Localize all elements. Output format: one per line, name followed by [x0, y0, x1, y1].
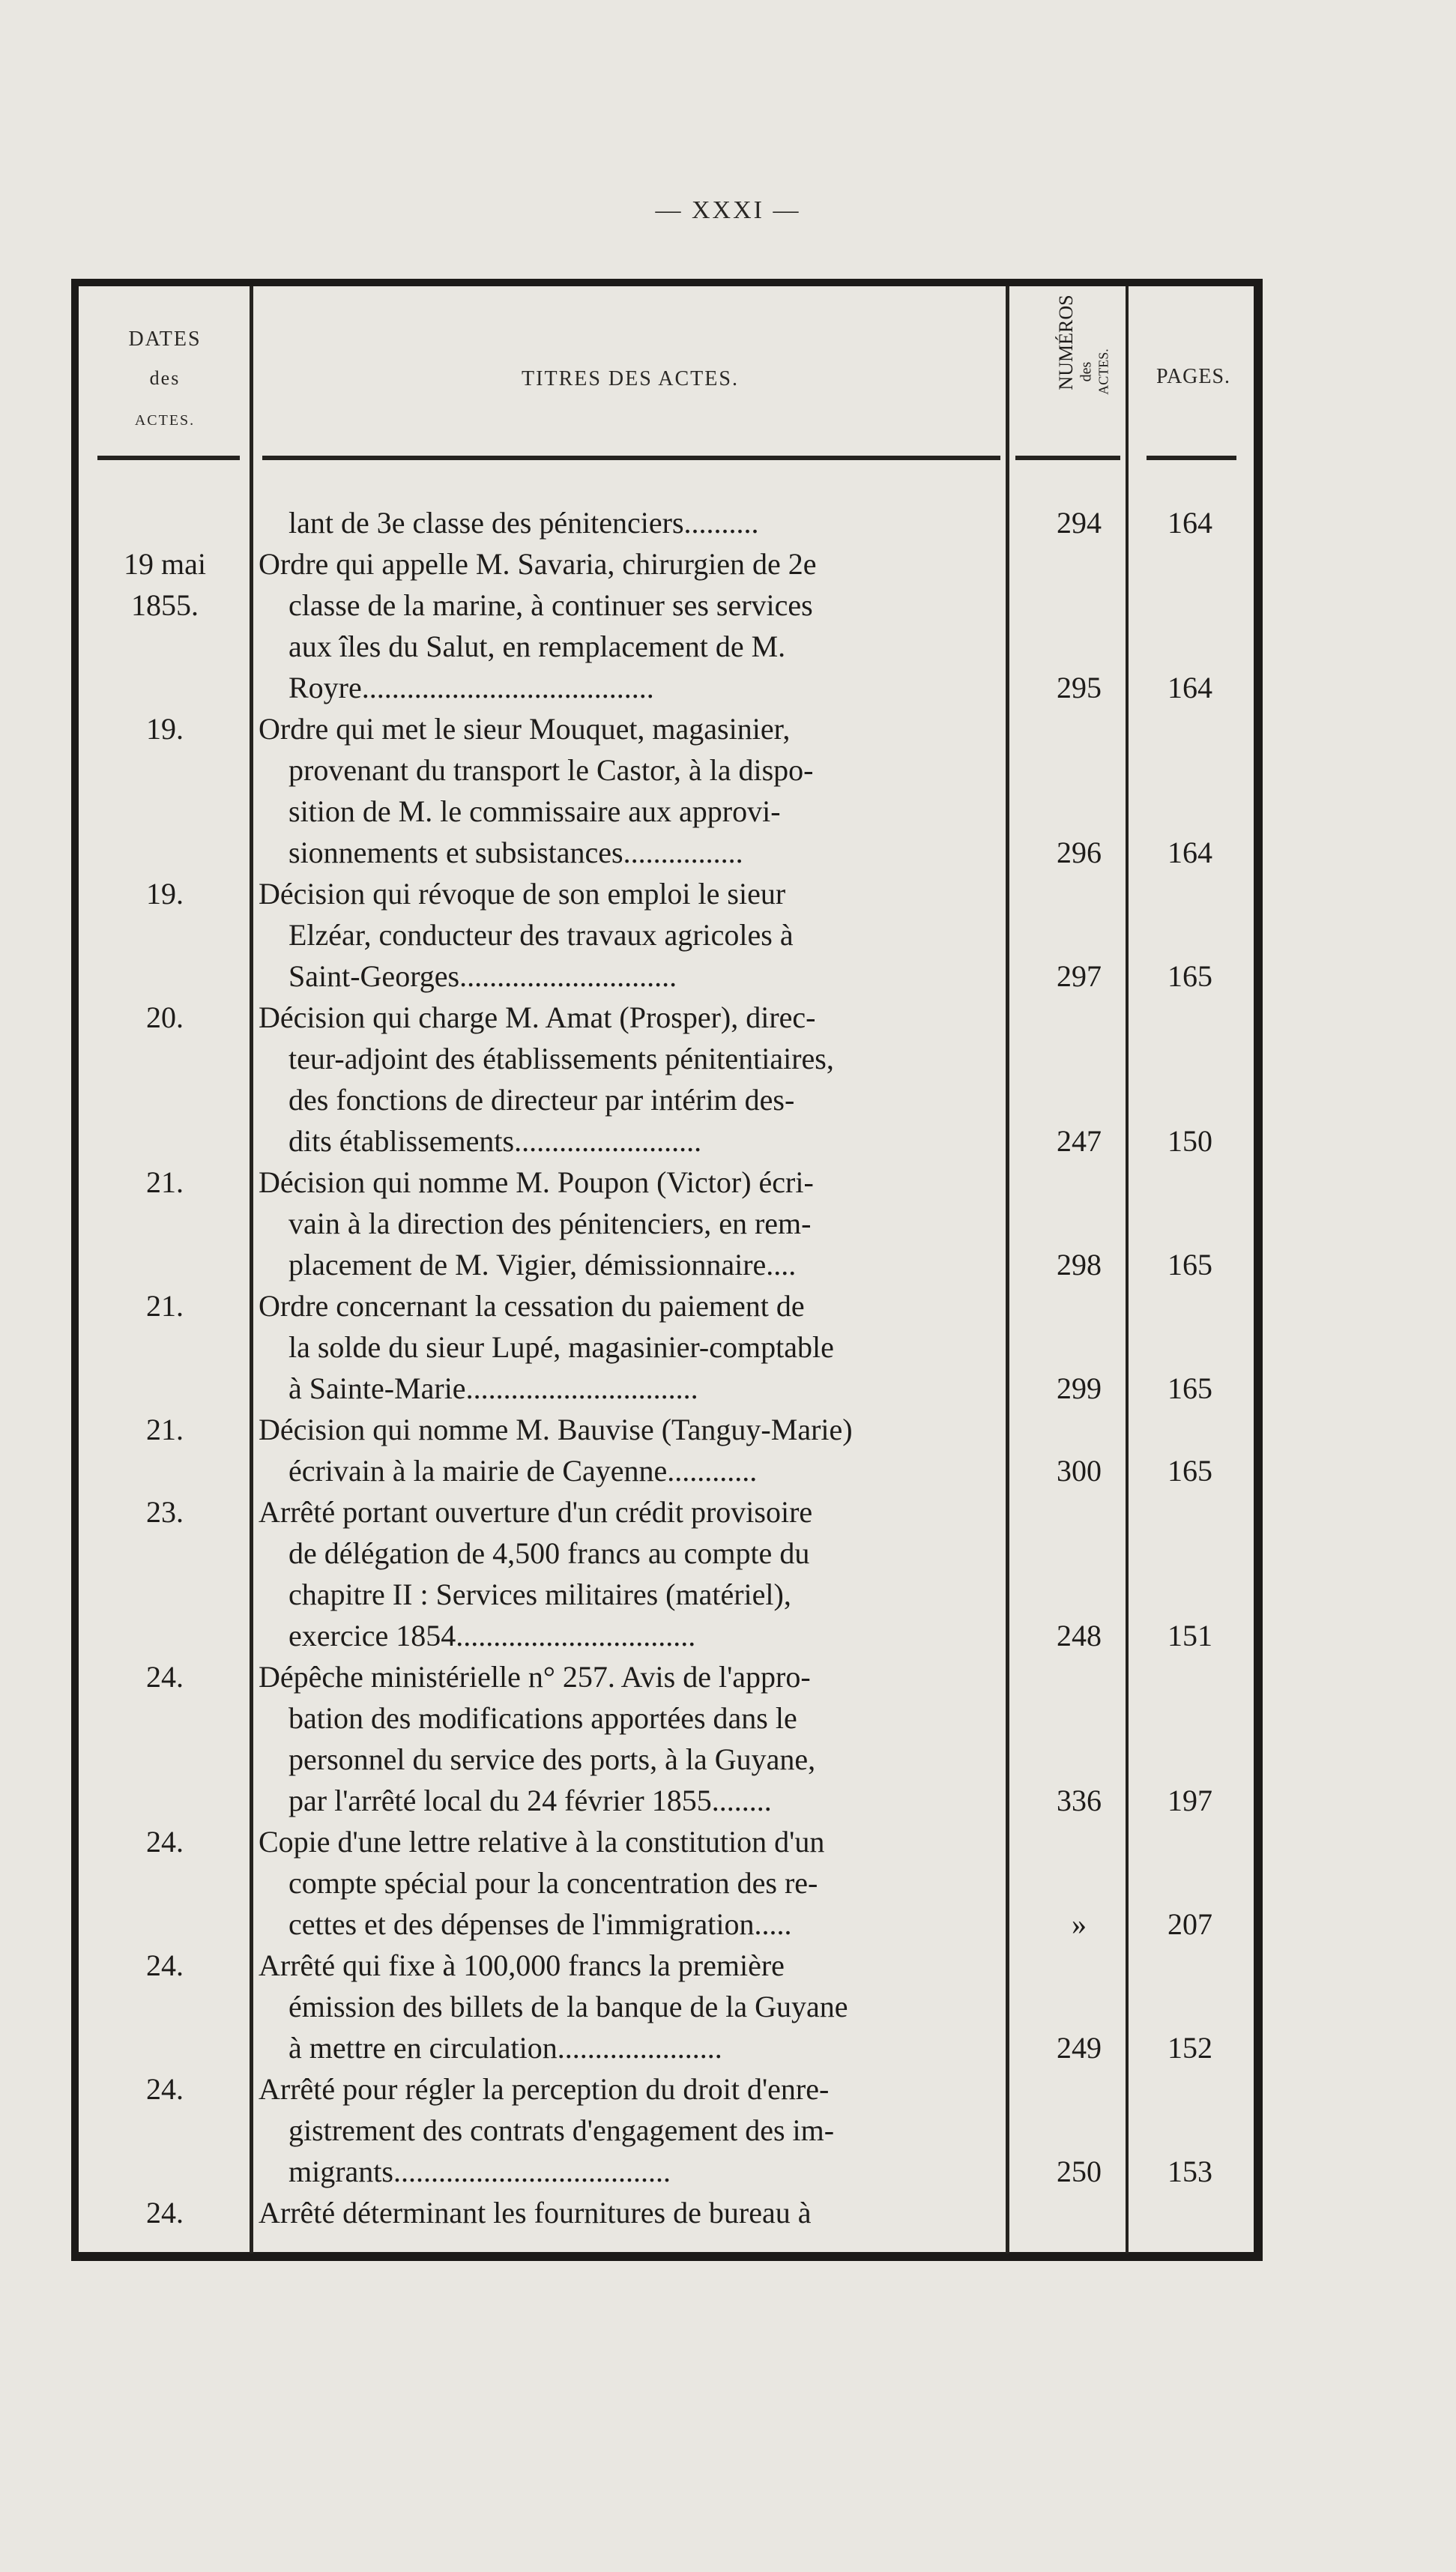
act-number: 297	[1057, 959, 1102, 993]
act-number: 250	[1057, 2155, 1102, 2188]
act-title-line: classe de la marine, à continuer ses services	[289, 588, 813, 622]
act-number: 295	[1057, 671, 1102, 704]
act-title-line: cettes et des dépenses de l'immigration.....	[289, 1907, 792, 1941]
act-date: 20.	[146, 1000, 184, 1034]
act-date: 19 mai 1855.	[124, 547, 206, 622]
act-date: 24.	[146, 1660, 184, 1694]
act-title-line: chapitre II : Services militaires (matériel),	[289, 1578, 791, 1611]
column-divider	[250, 286, 253, 2253]
act-title-line: vain à la direction des pénitenciers, en rem-	[289, 1207, 812, 1240]
page-ref: 165	[1167, 1454, 1212, 1488]
page-ref: 165	[1167, 1371, 1212, 1405]
act-title-line: Arrêté qui fixe à 100,000 francs la première	[259, 1948, 785, 1982]
act-title	[259, 873, 1002, 997]
act-title-line: aux îles du Salut, en remplacement de M.	[289, 630, 786, 663]
act-title-line: Elzéar, conducteur des travaux agricoles à	[289, 918, 794, 952]
act-title-line: placement de M. Vigier, démissionnaire....	[289, 1248, 797, 1282]
act-number: 249	[1057, 2031, 1102, 2065]
act-title-line: Arrêté déterminant les fournitures de bureau à	[259, 2196, 812, 2230]
act-title	[259, 1821, 1002, 1945]
act-title-line: bation des modifications apportées dans le	[289, 1701, 797, 1735]
act-title-line: la solde du sieur Lupé, magasinier-comptable	[289, 1330, 834, 1364]
act-title-line: des fonctions de directeur par intérim des-	[289, 1083, 795, 1117]
page-ref: 164	[1167, 671, 1212, 704]
act-title-line: Ordre qui met le sieur Mouquet, magasinier,	[259, 712, 791, 746]
act-title-line: Arrêté portant ouverture d'un crédit provisoire	[259, 1495, 813, 1529]
act-title-line: Ordre qui appelle M. Savaria, chirurgien de 2e	[259, 547, 817, 581]
act-title-line: Saint-Georges.............................	[289, 959, 677, 993]
act-date: 21.	[146, 1413, 184, 1446]
act-title-line: Dépêche ministérielle n° 257. Avis de l'appro-	[259, 1660, 811, 1694]
act-title-line: personnel du service des ports, à la Guyane,	[289, 1742, 816, 1776]
act-title-line: Arrêté pour régler la perception du droit d'enre-	[259, 2072, 830, 2106]
act-title	[259, 1162, 1002, 1285]
act-title-line: Ordre concernant la cessation du paiement de	[259, 1289, 805, 1323]
act-title-line: compte spécial pour la concentration des re-	[289, 1866, 818, 1900]
act-date: 24.	[146, 2196, 184, 2230]
act-date: 21.	[146, 1165, 184, 1199]
act-title-line: Royre.......................................	[289, 671, 654, 704]
act-title-line: lant de 3e classe des pénitenciers..........	[289, 506, 759, 540]
page-ref: 165	[1167, 1248, 1212, 1282]
act-number: 247	[1057, 1124, 1102, 1158]
header-dates-des: des	[149, 367, 181, 389]
act-title-line: migrants.....................................	[289, 2155, 671, 2188]
act-title	[259, 1491, 1002, 1656]
act-title-line: teur-adjoint des établissements pénitentiaires,	[289, 1042, 834, 1075]
act-title	[259, 2068, 1002, 2192]
header-rule	[1147, 456, 1236, 460]
act-date: 21.	[146, 1289, 184, 1323]
act-title-line: Décision qui nomme M. Bauvise (Tanguy-Marie)	[259, 1413, 853, 1446]
act-title	[259, 997, 1002, 1162]
act-number: »	[1072, 1907, 1087, 1941]
act-number: 299	[1057, 1371, 1102, 1405]
header-pages: PAGES.	[1156, 365, 1231, 388]
page-ref: 151	[1167, 1619, 1212, 1652]
act-title-line: exercice 1854................................	[289, 1619, 696, 1652]
header-dates: DATES	[128, 327, 202, 351]
act-title	[259, 1656, 1002, 1821]
page-ref: 197	[1167, 1784, 1212, 1817]
column-divider	[1006, 286, 1009, 2253]
act-title	[259, 1285, 1002, 1409]
act-title-line: écrivain à la mairie de Cayenne............	[289, 1454, 758, 1488]
act-title-line: par l'arrêté local du 24 février 1855........	[289, 1784, 772, 1817]
header-titres: TITRES DES ACTES.	[522, 367, 739, 390]
act-title-line: provenant du transport le Castor, à la dispo-	[289, 753, 814, 787]
act-title-line: Décision qui charge M. Amat (Prosper), direc-	[259, 1000, 816, 1034]
page-ref: 165	[1167, 959, 1212, 993]
act-title	[259, 543, 1002, 708]
page-ref: 150	[1167, 1124, 1212, 1158]
act-title-line: de délégation de 4,500 francs au compte du	[289, 1536, 810, 1570]
act-date: 24.	[146, 1948, 184, 1982]
act-date: 23.	[146, 1495, 184, 1529]
act-number: 248	[1057, 1619, 1102, 1652]
act-date: 19.	[146, 877, 184, 911]
act-number: 296	[1057, 836, 1102, 869]
act-title-line: à Sainte-Marie...............................	[289, 1371, 698, 1405]
act-title-line: sionnements et subsistances................	[289, 836, 743, 869]
act-title	[259, 1945, 1002, 2068]
act-date: 24.	[146, 1825, 184, 1859]
header-rule	[262, 456, 1000, 460]
page-number: — XXXI —	[655, 196, 801, 224]
header-rule	[97, 456, 240, 460]
act-date: 24.	[146, 2072, 184, 2106]
page-ref: 152	[1167, 2031, 1212, 2065]
act-title-line: gistrement des contrats d'engagement des im-	[289, 2113, 835, 2147]
act-title-line: à mettre en circulation......................	[289, 2031, 722, 2065]
page-ref: 164	[1167, 836, 1212, 869]
act-title-line: sition de M. le commissaire aux approvi-	[289, 794, 781, 828]
act-title-line: émission des billets de la banque de la Guyane	[289, 1990, 848, 2023]
act-title	[259, 2192, 1002, 2233]
act-title	[259, 1409, 1002, 1491]
act-number: 336	[1057, 1784, 1102, 1817]
page-ref: 164	[1167, 506, 1212, 540]
header-dates-actes: ACTES.	[134, 412, 196, 429]
act-number: 294	[1057, 506, 1102, 540]
header-numeros: NUMÉROS des ACTES.	[1055, 294, 1111, 395]
act-number: 300	[1057, 1454, 1102, 1488]
act-title-line: Décision qui révoque de son emploi le sieur	[259, 877, 786, 911]
act-title	[259, 708, 1002, 873]
act-date: 19.	[146, 712, 184, 746]
act-title-line: Copie d'une lettre relative à la constitution d'un	[259, 1825, 825, 1859]
header-rule	[1015, 456, 1120, 460]
act-title-line: Décision qui nomme M. Poupon (Victor) écri-	[259, 1165, 814, 1199]
page-ref: 153	[1167, 2155, 1212, 2188]
act-title	[259, 502, 1002, 543]
page-ref: 207	[1167, 1907, 1212, 1941]
act-title-line: dits établissements.........................	[289, 1124, 702, 1158]
act-number: 298	[1057, 1248, 1102, 1282]
